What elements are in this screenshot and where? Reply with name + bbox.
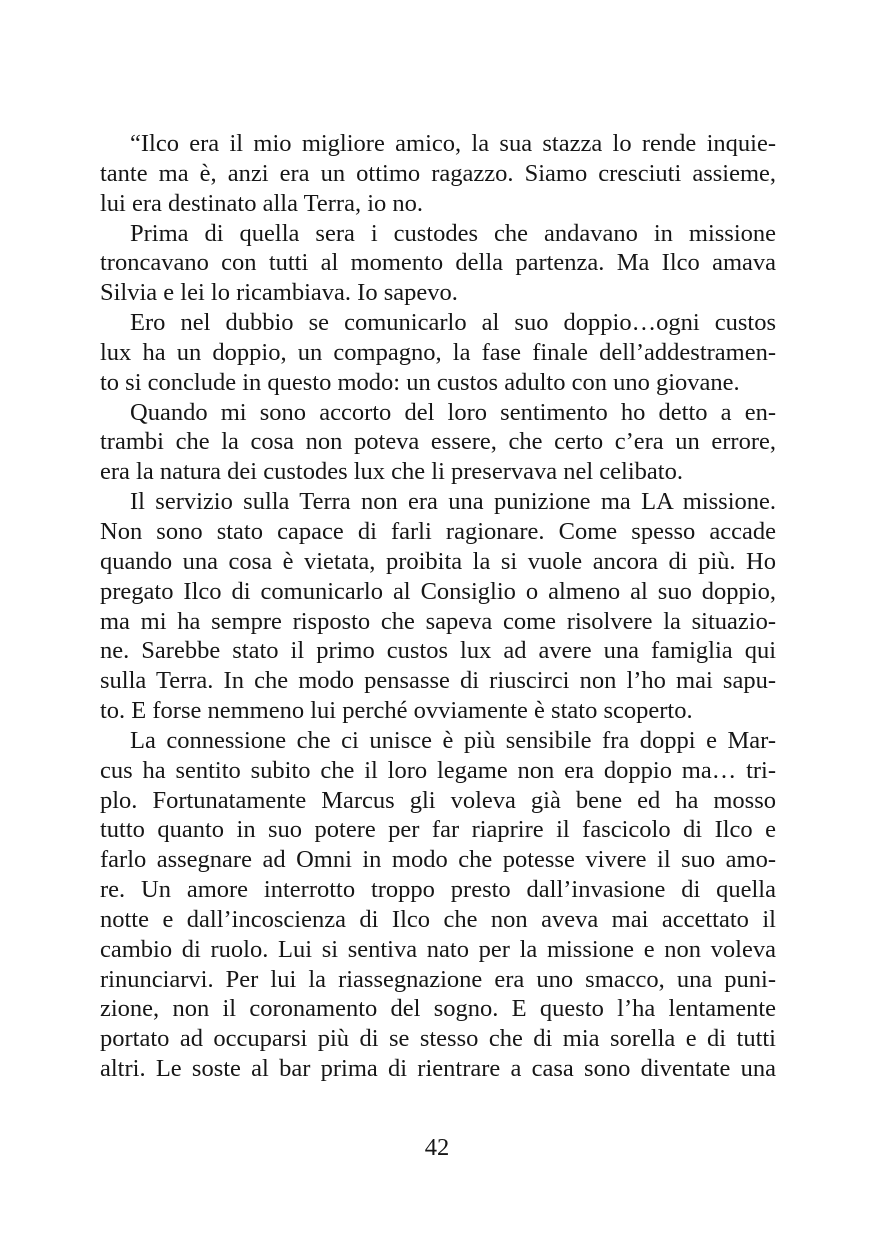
text-line: zione, non il coronamento del sogno. E questo l’ha lentamente <box>100 995 776 1023</box>
text-line: “Ilco era il mio migliore amico, la sua stazza lo rende inquie- <box>130 130 776 157</box>
text-line: troncavano con tutti al momento della partenza. Ma Ilco amava <box>100 249 776 277</box>
text-line: pregato Ilco di comunicarlo al Consiglio o almeno al suo doppio, <box>100 577 776 605</box>
text-line: Il servizio sulla Terra non era una punizione ma LA missione. <box>130 488 776 516</box>
text-line: era la natura dei custodes lux che li preservava nel celibato. <box>100 458 683 486</box>
text-line: tutto quanto in suo potere per far riaprire il fascicolo di Ilco e <box>100 816 776 844</box>
paragraph <box>100 487 776 726</box>
text-line: plo. Fortunatamente Marcus gli voleva già bene ed ha mosso <box>100 786 776 814</box>
paragraph <box>100 308 776 398</box>
text-line: ma mi ha sempre risposto che sapeva come risolvere la situazio- <box>100 607 776 635</box>
text-line: Ero nel dubbio se comunicarlo al suo doppio…ogni custos <box>130 309 776 337</box>
text-line: lux ha un doppio, un compagno, la fase finale dell’addestramen- <box>100 338 776 366</box>
text-line: to si conclude in questo modo: un custos adulto con uno giovane. <box>100 368 740 396</box>
paragraph <box>100 398 776 488</box>
text-line: altri. Le soste al bar prima di rientrare a casa sono diventate una <box>100 1055 776 1083</box>
text-line: portato ad occuparsi più di se stesso che di mia sorella e di tutti <box>100 1025 776 1053</box>
text-line: notte e dall’incoscienza di Ilco che non aveva mai accettato il <box>100 905 776 933</box>
paragraph <box>100 219 776 309</box>
text-line: La connessione che ci unisce è più sensibile fra doppi e Mar- <box>130 726 776 754</box>
text-line: rinunciarvi. Per lui la riassegnazione era uno smacco, una puni- <box>100 965 776 993</box>
page-number: 42 <box>424 1134 450 1161</box>
text-line: re. Un amore interrotto troppo presto dall’invasione di quella <box>100 876 776 904</box>
text-line: lui era destinato alla Terra, io no. <box>100 189 424 217</box>
text-line: cus ha sentito subito che il loro legame non era doppio ma… tri- <box>100 756 776 784</box>
text-line: tante ma è, anzi era un ottimo ragazzo. Siamo cresciuti assieme, <box>100 159 776 187</box>
text-line: Prima di quella sera i custodes che andavano in missione <box>130 219 776 247</box>
text-line: farlo assegnare ad Omni in modo che potesse vivere il suo amo- <box>100 846 776 874</box>
text-line: ne. Sarebbe stato il primo custos lux ad avere una famiglia qui <box>100 637 776 665</box>
text-line: trambi che la cosa non poteva essere, che certo c’era un errore, <box>100 428 776 456</box>
text-line: quando una cosa è vietata, proibita la si vuole ancora di più. Ho <box>100 547 776 575</box>
text-line: Quando mi sono accorto del loro sentimento ho detto a en- <box>130 398 776 426</box>
text-line: sulla Terra. In che modo pensasse di riuscirci non l’ho mai sapu- <box>100 667 776 695</box>
text-line: Silvia e lei lo ricambiava. Io sapevo. <box>100 279 458 307</box>
text-line: Non sono stato capace di farli ragionare. Come spesso accade <box>100 517 776 545</box>
body-text <box>100 129 776 1084</box>
paragraph <box>100 726 776 1084</box>
paragraph <box>100 129 776 219</box>
text-line: to. E forse nemmeno lui perché ovviamente è stato scoperto. <box>100 697 693 725</box>
text-line: cambio di ruolo. Lui si sentiva nato per la missione e non voleva <box>100 935 776 963</box>
